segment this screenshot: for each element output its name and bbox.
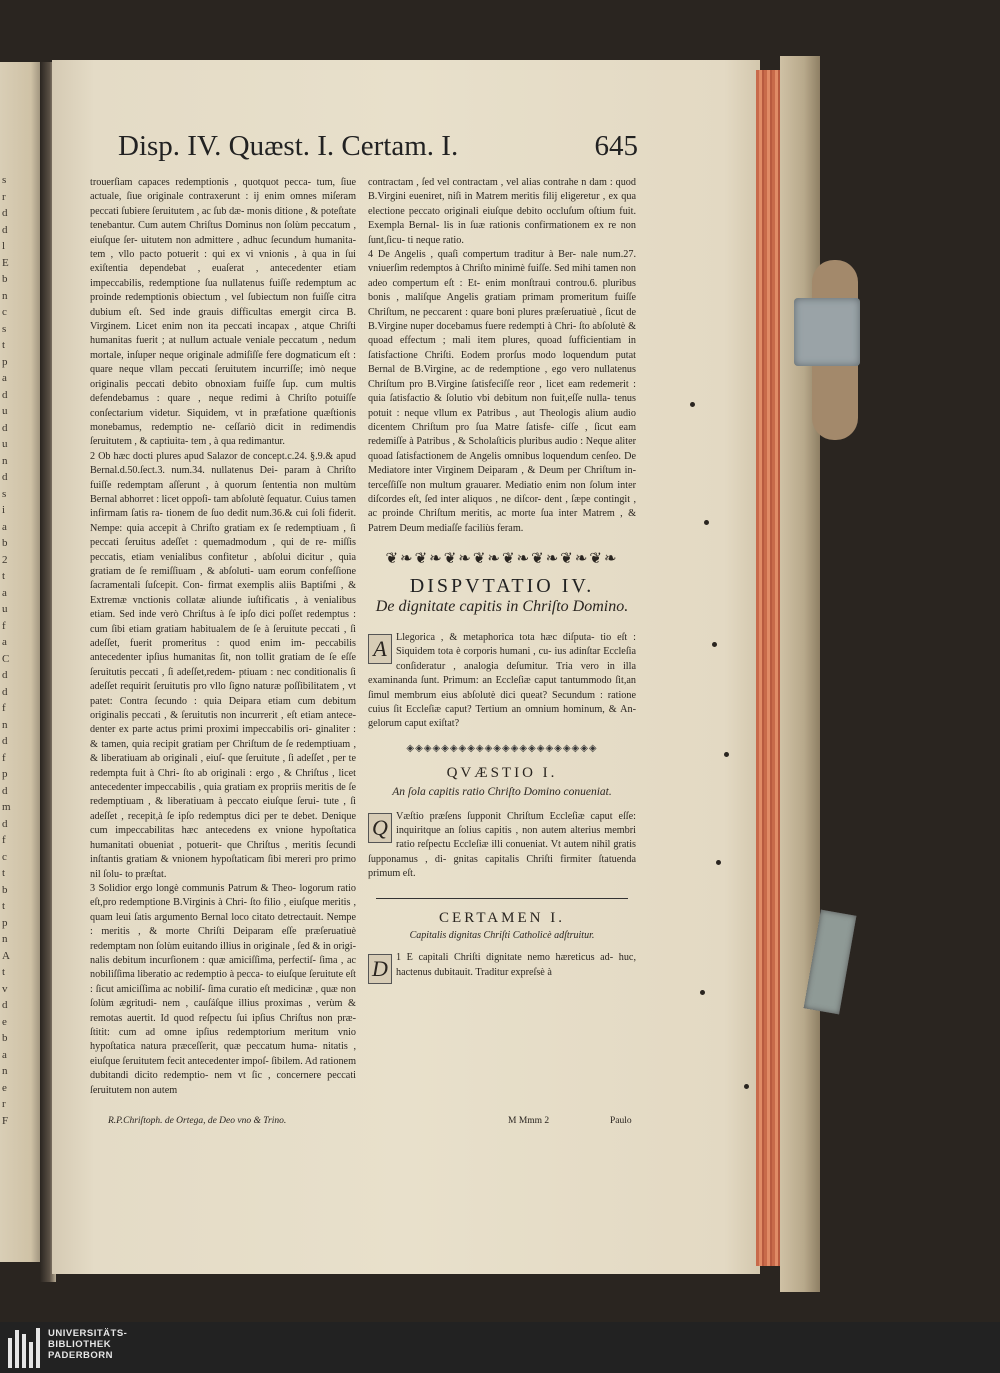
- rule-ornament: ◈◈◈◈◈◈◈◈◈◈◈◈◈◈◈◈◈◈◈◈◈◈: [406, 742, 598, 754]
- wormhole-mark: [744, 1084, 749, 1089]
- footer-author-line: R.P.Chriſtoph. de Ortega, de Deo vno & Trino.: [108, 1116, 287, 1126]
- library-logo-text: UNIVERSITÄTS- BIBLIOTHEK PADERBORN: [48, 1328, 128, 1361]
- paragraph-4: 4 De Angelis , quaſi compertum traditur à Ber- nale num.27. vniuerſim redemptos à Chriſto minimè fuiſſe. Sed mihi tamen non adeo compertum eſt : Et- enim monſtraui controu.6. pluribus bonis , malíſque Angelis gratiam primam promeritum fuiſſe Chriſtum, ne peccarent : quare boni plures præſeruatiuè , ſicut de B.Virgine nuper docebamus fuere redempti à Chri- ſto abſolutè & quoad effectum ; mali item plures, quoad ſufficientiam in ſatisfactione Chriſti. Eodem prorſus modo loquendum putat Bernal de B.Virgine, ac de redemptione , ego vero nullatenus Chriſtum pro B.Virgine ſatisfeciſſe reor , licet eam redemerit : quia ſatisfactio & ſolutio vbi debitum non fuit,eſſe nulla- tenus potuit : neque vllum ex Patribus , aut Theologis alium audio dicentem Chriſtum pro ſua Matre ſatisfe- ciſſe , ſicut eam redemiſſe à Patribus , & Scholaſticis pluribus audio : Neque aliter quoad ſatisfactionem de Angelis omnibus loquendum cenſeo. De Mediatore inter Virginem Deiparam , & Deum per Chriſtum in- terceſſiſſe non multum grauarer. Mediatio enim non ſolum inter diſcordes eſt, ſed inter aliquos , ne diſcor- dent , ſæpe contingit , ac proinde Chriſtum meritis, ac morte ſua inter Matrem , & Patrem Deum mediaſſe faciliùs feram.: [368, 249, 636, 534]
- paragraph-number: 4: [368, 249, 374, 261]
- disputatio-subtitle: De dignitate capitis in Chriſto Domino.: [375, 597, 629, 615]
- left-page-margin-text: s r d d l E b n c s t p a d u d u n d s i a b 2 t a u f a C d d f n d f p d m d f c t b t p n A t v d e b a n e r F: [2, 174, 11, 1127]
- certamen-subtitle: Capitalis dignitas Chriſti Catholicè adſtruitur.: [409, 930, 595, 942]
- drop-cap: Q: [368, 813, 392, 843]
- paragraph-number: 3: [90, 882, 96, 894]
- certamen-title: CERTAMEN I.: [439, 909, 565, 926]
- page-number: 645: [594, 130, 638, 162]
- book-cover-board: [780, 56, 820, 1292]
- drop-cap: D: [368, 954, 392, 984]
- paragraph-1: trouerſiam capaces redemptionis , quotquot pecca- tum, ſiue actuale, ſiue originale contraxerunt : ij enim omnes miſeram peccati ſubiere ſeruitutem , ac ſub dæ- monis ditione , & poteſtate tenebantur. Cum autem Chriſtus Dominus non ſolùm peccatum , eiuſque ſer- uitutem non admittere , adhuc ſecundum humanita- tem , vllo pacto potuerit : qui ex vi vnionis , à qua in ſui exiſtentia dependebat , euaſerat , antecedenter etiam impeccabilis, redemptione ſua nullatenus fuiſſe redemptum ac proinde redemptionis obiectum , vel ſubiectum non fuiſſe citra dubium eſt. Sed inde grauis difficultas emergit circa B. Virginem. Licet enim non ita peccati incapax , atque Chriſti humanitas fuerit ; at nullum actuale veniale peccatum , nedum mortale, inſuper neque originale admiſiſſe fere dogmaticum eſt : quare neque vllam peccati ſeruitutem incurriſſe; imò neque originalis peccati debito obnoxiam fuiſſe ſup. cum multis defendebamus : quare , neque redimi à Chriſto potuiſſe conſectarium videtur. Siquidem, vt in præfatione quæſtionis monebamus, redemptio ne- ceſſariò dicit in redimendis ſeruitutem , & captiuita- tem , à qua redimantur.: [90, 177, 356, 448]
- metal-clasp-icon: [794, 298, 860, 366]
- wormhole-mark: [700, 990, 705, 995]
- quaestio-subtitle: An ſola capitis ratio Chriſto Domino conueniat.: [392, 785, 612, 798]
- wormhole-mark: [724, 752, 729, 757]
- drop-cap: A: [368, 634, 392, 664]
- disputatio-intro: A Llegorica , & metaphorica tota hæc diſputa- tio eſt : Siquidem tota è corporis humani , cu- ius adinſtar Eccleſia conſideratur , analogia deſumitur. Tria vero in illa examinanda ſunt. Primum: an Eccleſiæ caput tantummodo ſit,an ſimul membrum eius abſolutè dici queat? Secundum : ratione cuius ſit Eccleſiæ caput? Tertium an omnium hominum, & An- gelorum caput exiſtat?: [368, 631, 636, 730]
- divider-rule: [376, 898, 628, 899]
- wormhole-mark: [712, 642, 717, 647]
- wormhole-mark: [690, 402, 695, 407]
- ornament-band: ❦❧❦❧❦❧❦❧❦❧❦❧❦❧❦❧: [385, 551, 619, 568]
- quaestio-intro: Q Væſtio præſens ſupponit Chriſtum Eccleſiæ caput eſſe: inquiritque an ſolius capitis , non autem alterius membri ratio reſpectu Eccleſiæ illi conueniat. Vt autem nihil gratis ſupponamus , di- gnitas capitalis Chriſti firmiter ſtatuenda primum eſt.: [368, 810, 636, 880]
- paragraph-2: 2 Ob hæc docti plures apud Salazor de concept.c.24. §.9.& apud Bernal.d.50.ſect.3. num.34. nullatenus Dei- param à Chriſto fuiſſe redemptam aſſerunt , à quorum ſententia non multùm Bernal abhorret : licet oppoſi- tam abſolutè ſequatur. Cuius tamen infirmam ſatis ra- tionem de ſuo dedit num.36.& cui ſoli fiderit. Nempe: quia accepit à Chriſto gratiam ex ſe redemptiuam , ſi peccati ſeruitus adeſſet : quemadmodum , qui de re- miſſis peccatis, etiam venialibus confitetur , abſolui dicitur , quia gratiam de ſe remiſſiuam , & abſoluti- uam eorum confeſſione ſacramentali ſuſcepit. Con- firmat exemplis aliis Baptiſmi , & Extremæ vnctionis collatæ aliunde iuſtificatis , à venialibus etiam. Sed inde verò Chriſtus à ſe ipſo dici poſſet redemptus : cum ſibi etiam gratiam habitualem de ſe à ſeruitute peccati , ſi adeſſet, fuerit promeritus : quod enim im- peccabilis antecedenter ipſius humanitas ſit, non tollit gratiam de ſe eſſe ſeruitutis peccati , ſi adeſſet,redem- ptiuam : nec conditionalis ſi adeſſet requirit ſeruitutis pro vllo ſigno naturæ poſſibilitatem , vt patet: Contra ſecundo : quia Deipara etiam cum debitum originalis peccati , & ſeruitutis non incurrerit , eſt etiam antece- denter ex parte actus primi proximi impeccabilis ori- ginaliter : & tamen, quia recipit gratiam per Chriſtum de ſe redemptiuam , & liberatiuam ab originali , eiuſ- que ſeruitute , ſi adeſſet , per te redempta fuit à Chri- ſto ab originali : ergo , & Chriſtus , licet antecedenter impeccabilis , quia gratiam ex propriis meritis de ſe redemptiuam , & liberatiuam à peccato eiuſque ſerui- tute , ſi adeſſet , recepit,à ſe ipſo redemptus dici per te debet. Denique cum impeccabilitas hæc antecedens ex vnione hypoſtatica humanitati obueniat , potuerit- que Chriſtus , meritis ſecundi inſtantis gratiam & vnionem hypoſtaticam ſibi mereri pro primo nil ſolu- to præſtat.: [90, 450, 356, 880]
- disputatio-title: DISPVTATIO IV.: [409, 574, 595, 597]
- footer-signature: M Mmm 2: [508, 1116, 550, 1126]
- right-column: [368, 176, 636, 984]
- paragraph-number: 1: [396, 952, 402, 964]
- paragraph-number: 2: [90, 450, 96, 462]
- footer-catchword: Paulo: [610, 1116, 632, 1126]
- running-header: [118, 130, 638, 170]
- paragraph-continuation: contractam , ſed vel contractam , vel alias contrahe n dam : quod B.Virgini eueniret, niſi in Matrem meritis filij eligeretur , ex qua electione peccato originali eiuſque debito occluſum oſtium fuit. Exempla Bernal- lis in ſuæ rationis confirmationem ex re non ſunt,ſicu- ti neque ratio.: [368, 177, 636, 246]
- wormhole-mark: [716, 860, 721, 865]
- paragraph-3: 3 Solidior ergo longè communis Patrum & Theo- logorum ratio eſt,pro redemptione B.Virginis à Chri- ſto filio , eiuſque meritis , quam leui ſatis argumento Bernal loco citato detrectauit. Nempe : meritis , & morte Chriſti Deiparam eſſe præſeruatiuè redemptam non ſolùm euitando illius in originale , ſed & in origi- nalis debitum incurſionem : quæ amiciſſima, perfectiſ- ſima , ac nobiliſſima liberatio ac redemptio à pecca- to eiuſque ſeruitute eſt : ſicut amiciſſima ac nobiliſ- ſima curatio eſt medicinæ , quæ non ſolùm ægritudi- nem , cauſáſque illius proximas , verùm & remotas auertit. Id quod reſpectu ſui ipſius Chriſtus non præ- ſtitit: cum ad omne ipſius redemptorium meritum vnio hypoſtatica natura præceſſerit, quæ peccatum huma- nitatis , eiuſque ſeruitutem fecit antecedenter impoſ- ſibilem. Ad rationem dubitandi dicito redemptio- nem vt ſic , concernere peccati ſeruitutem non autem: [90, 882, 357, 1096]
- left-page-edge: [0, 62, 44, 1262]
- certamen-intro: 1 D E capitali Chriſti dignitate nemo hæreticus ad- huc, hactenus dubitauit. Traditur expreſsè à: [368, 951, 636, 980]
- wormhole-mark: [704, 520, 709, 525]
- library-footer-bar: [0, 1322, 1000, 1373]
- running-head-title: Disp. IV. Quæst. I. Certam. I.: [118, 130, 459, 162]
- quaestio-title: QVÆSTIO I.: [446, 765, 558, 782]
- left-column: [90, 176, 356, 1098]
- library-logo-icon: [8, 1326, 44, 1368]
